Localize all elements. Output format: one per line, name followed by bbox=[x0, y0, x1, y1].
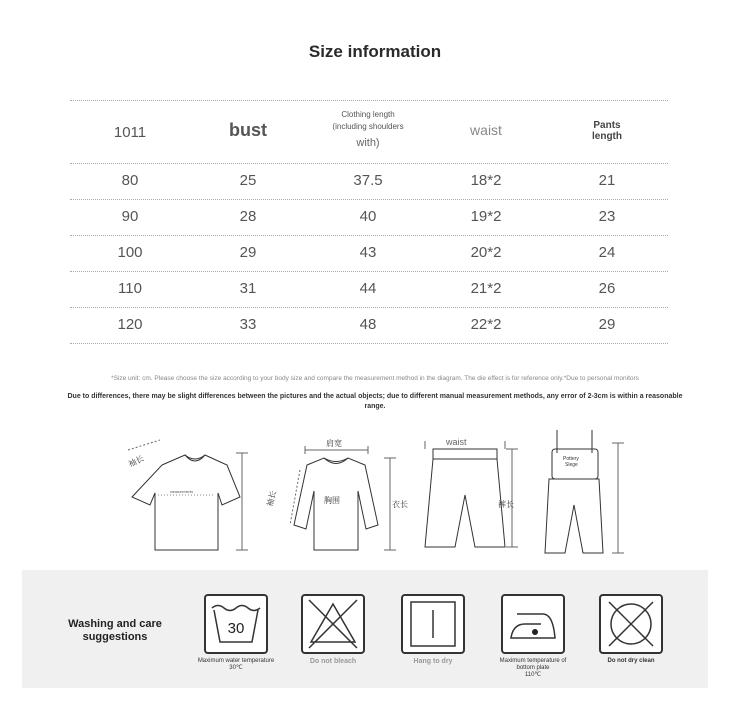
top-shoulder-label: 肩宽 bbox=[326, 439, 342, 448]
care-caption-line: Maximum water temperature bbox=[197, 658, 275, 664]
table-cell: 48 bbox=[359, 316, 377, 333]
difference-note: Due to differences, there may be slight differences between the pictures and the actual objects; due to different manual measurement methods, any error of 2-3cm is within a reasonable range. bbox=[67, 393, 683, 410]
table-divider bbox=[70, 235, 668, 236]
header-pants-length-line1: Pants bbox=[593, 120, 621, 131]
care-caption-iron bbox=[493, 658, 573, 679]
care-caption-dry-clean: Do not dry clean bbox=[607, 658, 655, 664]
measurement-diagrams bbox=[100, 425, 660, 560]
table-divider bbox=[70, 307, 668, 308]
header-pants-length bbox=[557, 120, 657, 142]
header-clothing-length-line3: with) bbox=[356, 137, 380, 149]
shorts-diagram bbox=[425, 441, 518, 547]
wash-temperature-symbol: 30 bbox=[227, 620, 245, 637]
care-item-wash bbox=[196, 594, 276, 672]
header-size-id: 1011 bbox=[113, 124, 147, 141]
table-cell: 33 bbox=[239, 316, 257, 333]
header-pants-length-line2: length bbox=[592, 131, 622, 142]
care-item-iron bbox=[493, 594, 573, 679]
table-cell: 29 bbox=[598, 316, 616, 333]
table-cell: 80 bbox=[121, 172, 139, 189]
header-bust: bust bbox=[229, 120, 267, 140]
table-cell: 21 bbox=[598, 172, 616, 189]
do-not-bleach-icon bbox=[301, 594, 365, 654]
table-cell: 23 bbox=[598, 208, 616, 225]
page-title: Size information bbox=[308, 42, 442, 61]
table-cell: 26 bbox=[598, 280, 616, 297]
care-caption-wash bbox=[196, 658, 276, 672]
care-item-bleach bbox=[293, 594, 373, 665]
care-title bbox=[60, 618, 170, 644]
table-cell: 110 bbox=[118, 280, 142, 297]
table-cell: 22*2 bbox=[470, 316, 502, 333]
header-clothing-length-line2: (including shoulders bbox=[332, 122, 404, 131]
table-cell: 20*2 bbox=[470, 244, 502, 261]
care-title-line1: Washing and care bbox=[68, 618, 162, 630]
care-section bbox=[22, 570, 708, 688]
table-cell: 40 bbox=[359, 208, 377, 225]
table-divider bbox=[70, 163, 668, 164]
table-divider bbox=[70, 343, 668, 344]
table-cell: 43 bbox=[359, 244, 377, 261]
top-bust-label: 胸围 bbox=[324, 496, 340, 505]
overalls-diagram bbox=[545, 430, 624, 553]
table-divider bbox=[70, 199, 668, 200]
table-cell: 37.5 bbox=[353, 172, 383, 189]
table-cell: 24 bbox=[598, 244, 616, 261]
table-cell: 29 bbox=[239, 244, 257, 261]
tshirt-diagram bbox=[128, 440, 248, 550]
unit-note: *Size unit: cm. Please choose the size according to your body size and compare the measurement method in the diagram. The die effect is for reference only.*Due to personal monitors bbox=[111, 375, 639, 382]
care-caption-line: Maximum temperature of bottom plate bbox=[499, 658, 567, 671]
table-cell: 31 bbox=[239, 280, 257, 297]
overalls-label-1: Pottery bbox=[563, 456, 579, 462]
wash-tub-icon bbox=[204, 594, 268, 654]
care-caption-bleach: Do not bleach bbox=[309, 658, 357, 665]
iron-icon bbox=[501, 594, 565, 654]
shorts-length-label: 裤长 bbox=[498, 500, 514, 509]
table-cell: 100 bbox=[117, 244, 143, 261]
shorts-waist-label: waist bbox=[446, 437, 467, 447]
top-sleeve-label: 袖长 bbox=[265, 489, 279, 508]
table-divider bbox=[70, 100, 668, 101]
care-item-hang bbox=[393, 594, 473, 665]
table-cell: 90 bbox=[121, 208, 139, 225]
care-caption-line: 110℃ bbox=[524, 672, 542, 678]
care-caption-line: 30℃ bbox=[229, 665, 243, 671]
header-waist: waist bbox=[470, 122, 502, 138]
care-item-dry-clean bbox=[591, 594, 671, 665]
care-title-line2: suggestions bbox=[82, 631, 148, 643]
tee-sleeve-label: 袖长 bbox=[127, 453, 146, 469]
table-cell: 19*2 bbox=[470, 208, 502, 225]
long-sleeve-diagram bbox=[290, 446, 396, 550]
top-length-label: 衣长 bbox=[392, 500, 408, 509]
table-cell: 18*2 bbox=[470, 172, 502, 189]
table-cell: 25 bbox=[239, 172, 257, 189]
tee-bust-label: measurements bbox=[170, 490, 194, 494]
table-cell: 21*2 bbox=[470, 280, 502, 297]
overalls-label-2: Slege bbox=[565, 462, 578, 468]
header-clothing-length bbox=[308, 109, 428, 149]
header-clothing-length-line1: Clothing length bbox=[341, 110, 395, 119]
care-caption-hang: Hang to dry bbox=[413, 658, 453, 665]
table-divider bbox=[70, 271, 668, 272]
hang-to-dry-icon bbox=[401, 594, 465, 654]
table-cell: 120 bbox=[117, 316, 143, 333]
table-cell: 28 bbox=[239, 208, 257, 225]
table-cell: 44 bbox=[359, 280, 377, 297]
do-not-dry-clean-icon bbox=[599, 594, 663, 654]
